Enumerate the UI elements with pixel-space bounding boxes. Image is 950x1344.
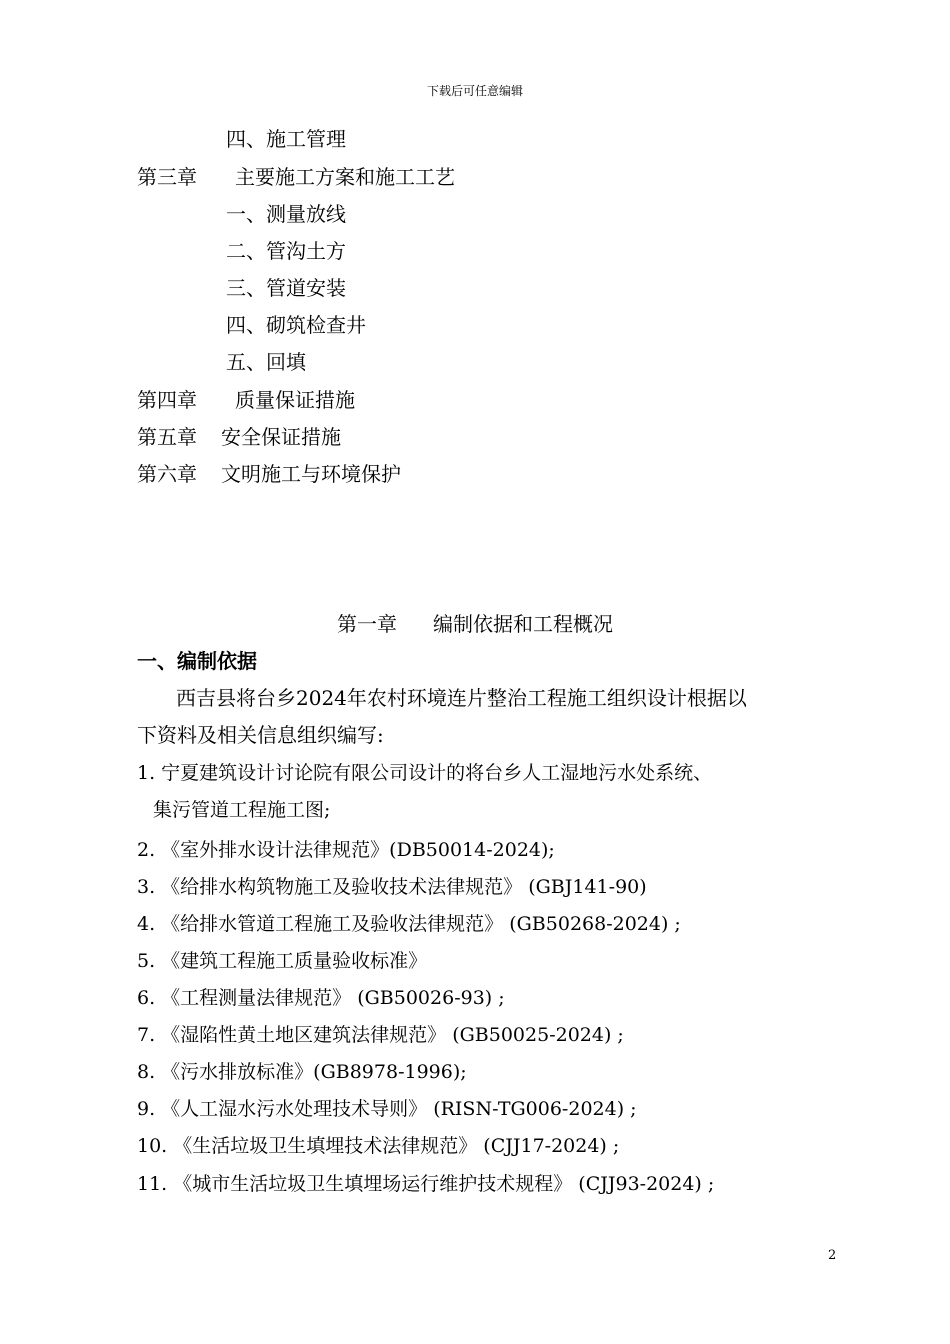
page-number: 2 [828,1248,837,1263]
reference-item: 8. 《污水排放标准》(GB8978-1996); [137,1061,467,1083]
toc-item-trench: 二、管沟土方 [226,239,346,263]
toc-item-pipe: 三、管道安装 [226,276,346,300]
toc-chapter-title: 主要施工方案和施工工艺 [235,165,455,189]
toc-item-survey: 一、测量放线 [226,202,346,226]
toc-chapter-6 [137,461,401,487]
reference-item: 10. 《生活垃圾卫生填埋技术法律规范》 (CJJ17-2024) ; [137,1135,620,1157]
reference-item: 2. 《室外排水设计法律规范》(DB50014-2024); [137,839,555,861]
toc-chapter-5 [137,424,341,450]
chapter-title: 编制依据和工程概况 [433,612,613,636]
toc-chapter-label: 第四章 [137,388,197,412]
reference-item: 4. 《给排水管道工程施工及验收法律规范》 (GB50268-2024) ; [137,913,681,935]
intro-line-2: 下资料及相关信息组织编写: [137,723,384,747]
toc-chapter-4 [137,387,355,413]
reference-item: 6. 《工程测量法律规范》 (GB50026-93) ; [137,987,505,1009]
reference-item: 7. 《湿陷性黄土地区建筑法律规范》 (GB50025-2024) ; [137,1024,624,1046]
toc-chapter-3 [137,164,455,190]
toc-item-well: 四、砌筑检查井 [226,313,366,337]
intro-line-1: 西吉县将台乡2024年农村环境连片整治工程施工组织设计根据以 [176,686,747,710]
toc-item-backfill: 五、回填 [226,350,306,374]
toc-chapter-title: 质量保证措施 [235,388,355,412]
toc-chapter-label: 第三章 [137,165,197,189]
header-note: 下载后可任意编辑 [426,84,523,98]
reference-item: 集污管道工程施工图; [153,799,331,821]
reference-item: 1. 宁夏建筑设计讨论院有限公司设计的将台乡人工湿地污水处系统、 [137,762,713,784]
reference-item: 11. 《城市生活垃圾卫生填埋场运行维护技术规程》 (CJJ93-2024) ; [137,1173,715,1195]
reference-item: 9. 《人工湿水污水处理技术导则》 (RISN-TG006-2024) ; [137,1098,637,1120]
toc-chapter-title: 文明施工与环境保护 [221,462,401,486]
toc-chapter-title: 安全保证措施 [221,425,341,449]
toc-chapter-label: 第六章 [137,462,197,486]
section-heading: 一、编制依据 [137,649,257,673]
toc-item-management: 四、施工管理 [226,127,346,151]
chapter-heading [0,611,950,637]
chapter-label: 第一章 [337,612,397,636]
toc-chapter-label: 第五章 [137,425,197,449]
reference-item: 5. 《建筑工程施工质量验收标准》 [137,950,428,972]
reference-item: 3. 《给排水构筑物施工及验收技术法律规范》 (GBJ141-90) [137,876,647,898]
